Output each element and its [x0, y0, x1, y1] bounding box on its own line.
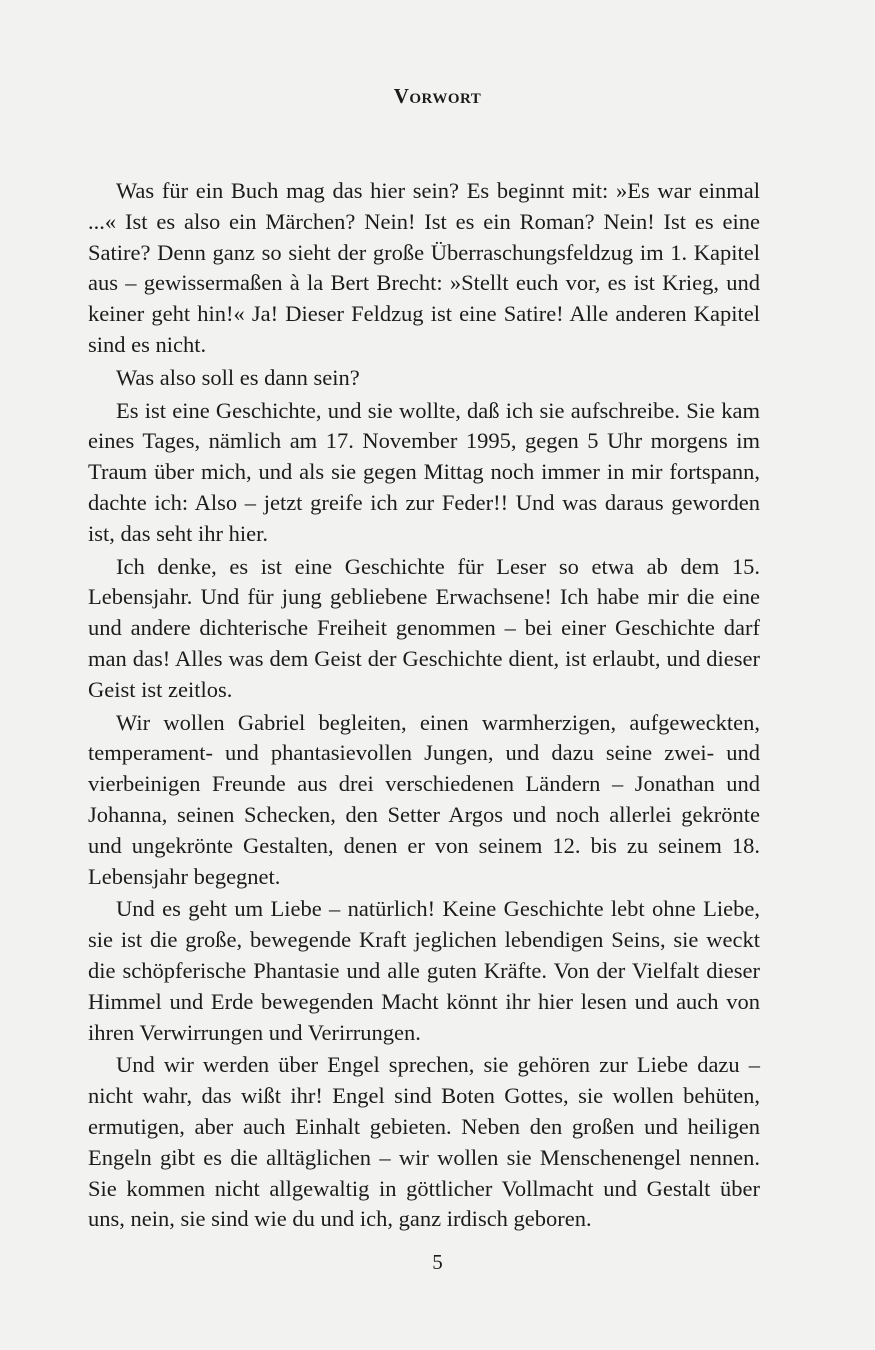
- paragraph-3: Es ist eine Geschichte, und sie wollte, daß ich sie aufschreibe. Sie kam eines Tages, nämlich am 17. November 1995, gegen 5 Uhr morgens im Traum über mich, und als sie gegen Mittag noch immer in mir fortspann, dachte ich: Also – jetzt greife ich zur Feder!! Und was daraus geworden ist, das seht ihr hier.: [88, 397, 760, 546]
- body-text: [88, 176, 760, 1235]
- paragraph-2: Was also soll es dann sein?: [116, 364, 360, 390]
- paragraph-4: Ich denke, es ist eine Geschichte für Leser so etwa ab dem 15. Lebensjahr. Und für jung gebliebene Erwachsene! Ich habe mir die eine und andere dichterische Freiheit genommen – bei einer Geschichte darf man das! Alles was dem Geist der Geschichte dient, ist erlaubt, und dieser Geist ist zeitlos.: [88, 553, 760, 702]
- paragraph-7: Und wir werden über Engel sprechen, sie gehören zur Liebe dazu – nicht wahr, das wißt ihr! Engel sind Boten Gottes, sie wollen behüten, ermutigen, aber auch Einhalt gebieten. Neben den großen und heiligen Engeln gibt es die alltäglichen – wir wollen sie Menschenengel nennen. Sie kommen nicht allgewaltig in göttlicher Vollmacht und Gestalt über uns, nein, sie sind wie du und ich, ganz irdisch geboren.: [88, 1052, 760, 1232]
- chapter-heading: Vorwort: [393, 84, 482, 108]
- paragraph-6: Und es geht um Liebe – natürlich! Keine Geschichte lebt ohne Liebe, sie ist die große, bewegende Kraft jeglichen lebendigen Seins, sie weckt die schöpferische Phantasie und alle guten Kräfte. Von der Vielfalt dieser Himmel und Erde bewegenden Macht könnt ihr hier lesen und auch von ihren Verwirrungen und Verirrungen.: [88, 896, 760, 1045]
- paragraph-5: Wir wollen Gabriel begleiten, einen warmherzigen, aufgeweckten, temperament- und phantasievollen Jungen, und dazu seine zwei- und vierbeinigen Freunde aus drei verschiedenen Ländern – Jonathan und Johanna, seinen Schecken, den Setter Argos und noch allerlei gekrönte und ungekrönte Gestalten, denen er von seinem 12. bis zu seinem 18. Lebensjahr begegnet.: [88, 709, 760, 889]
- page-number: 5: [432, 1250, 443, 1274]
- paragraph-1: Was für ein Buch mag das hier sein? Es beginnt mit: »Es war einmal ...« Ist es also ein Märchen? Nein! Ist es ein Roman? Nein! Ist es eine Satire? Denn ganz so sieht der große Überraschungsfeldzug im 1. Kapitel aus – gewissermaßen à la Bert Brecht: »Stellt euch vor, es ist Krieg, und keiner geht hin!« Ja! Dieser Feldzug ist eine Satire! Alle anderen Kapitel sind es nicht.: [88, 178, 760, 357]
